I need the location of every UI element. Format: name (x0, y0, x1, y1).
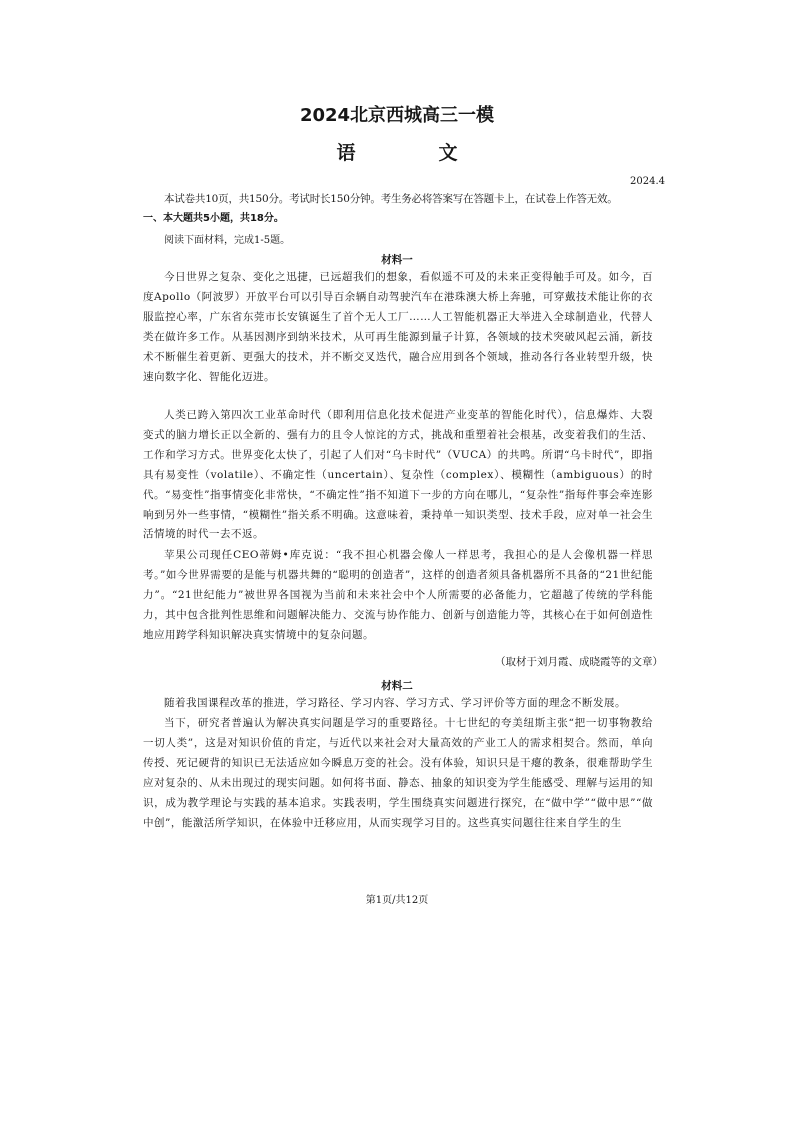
material-2-paragraph: 随着我国课程改革的推进，学习路径、学习内容、学习方式、学习评价等方面的理念不断发展。 (164, 697, 626, 709)
reading-prompt: 阅读下面材料，完成1-5题。 (164, 235, 291, 246)
material-1-source: （取材于刘月霞、成晓霞等的文章） (495, 656, 663, 668)
material-2-title: 材料二 (381, 680, 413, 692)
subject-title: 语 文 (336, 142, 490, 164)
exam-instructions: 本试卷共10页，共150分。考试时长150分钟。考生务必将答案写在答题卡上，在试卷上作答无效。 (164, 193, 618, 205)
material-2-paragraph: 当下，研究者普遍认为解决真实问题是学习的重要路径。十七世纪的夸美纽斯主张“把一切事物教给一切人类”，这是对知识价值的肯定，与近代以来社会对大量高效的产业工人的需求相契合。然而，单向传授、死记硬背的知识已无法适应如今瞬息万变的社会。没有体验，知识只是干瘪的教条，很难帮助学生应对复杂的、从未出现过的现实问题。如何将书面、静态、抽象的知识变为学生能感受、理解与运用的知识，成为教学理论与实践的基本追求。实践表明，学生围绕真实问题进行探究，在“做中学”“做中思”“做中创”，能激活所学知识，在体验中迁移应用，从而实现学习目的。这些真实问题往往来自学生的生 (143, 717, 653, 829)
material-1-paragraph: 人类已跨入第四次工业革命时代（即利用信息化技术促进产业变革的智能化时代），信息爆炸、大裂变式的脑力增长正以全新的、强有力的且令人惊诧的方式，挑战和重塑着社会根基，改变着我们的生活、工作和学习方式。世界变化太快了，引起了人们对“乌卡时代”（VUCA）的共鸣。所谓“乌卡时代”，即指具有易变性（volatile）、不确定性（uncertain）、复杂性（complex）、模糊性（ambiguous）的时代。“易变性”指事情变化非常快，“不确定性”指不知道下一步的方向在哪儿，“复杂性”指每件事会牵连影响到另外一些事情，“模糊性”指关系不明确。这意味着，秉持单一知识类型、技术手段，应对单一社会生活情境的时代一去不返。 (143, 409, 653, 541)
exam-date: 2024.4 (630, 176, 665, 187)
exam-title: 2024北京西城高三一模 (299, 105, 495, 126)
material-1-title: 材料一 (381, 254, 413, 266)
material-1-paragraph: 今日世界之复杂、变化之迅捷，已远超我们的想象，看似遥不可及的未来正变得触手可及。如今，百度Apollo（阿波罗）开放平台可以引导百余辆自动驾驶汽车在港珠澳大桥上奔驰，可穿戴技术能让你的衣服监控心率，广东省东莞市长安镇诞生了首个无人工厂……人工智能机器正大举进入全球制造业，代替人类在做许多工作。从基因测序到纳米技术，从可再生能源到量子计算，各领域的技术突破风起云涌，新技术不断催生着更新、更强大的技术，并不断交叉迭代，融合应用到各个领域，推动各行各业转型升级，快速向数字化、智能化迈进。 (143, 271, 653, 383)
section-heading: 一、本大题共5小题，共18分。 (143, 213, 284, 224)
material-1-paragraph: 苹果公司现任CEO蒂姆•库克说：“我不担心机器会像人一样思考，我担心的是人会像机器一样思考。”如今世界需要的是能与机器共舞的“聪明的创造者”，这样的创造者须具备机器所不具备的“21世纪能力”。“21世纪能力”被世界各国视为当前和未来社会中个人所需要的必备能力，它超越了传统的学科能力，其中包含批判性思维和问题解决能力、交流与协作能力、创新与创造能力等，其核心在于如何创造性地应用跨学科知识解决真实情境中的复杂问题。 (143, 549, 653, 641)
page-indicator: 第1页/共12页 (365, 895, 429, 906)
